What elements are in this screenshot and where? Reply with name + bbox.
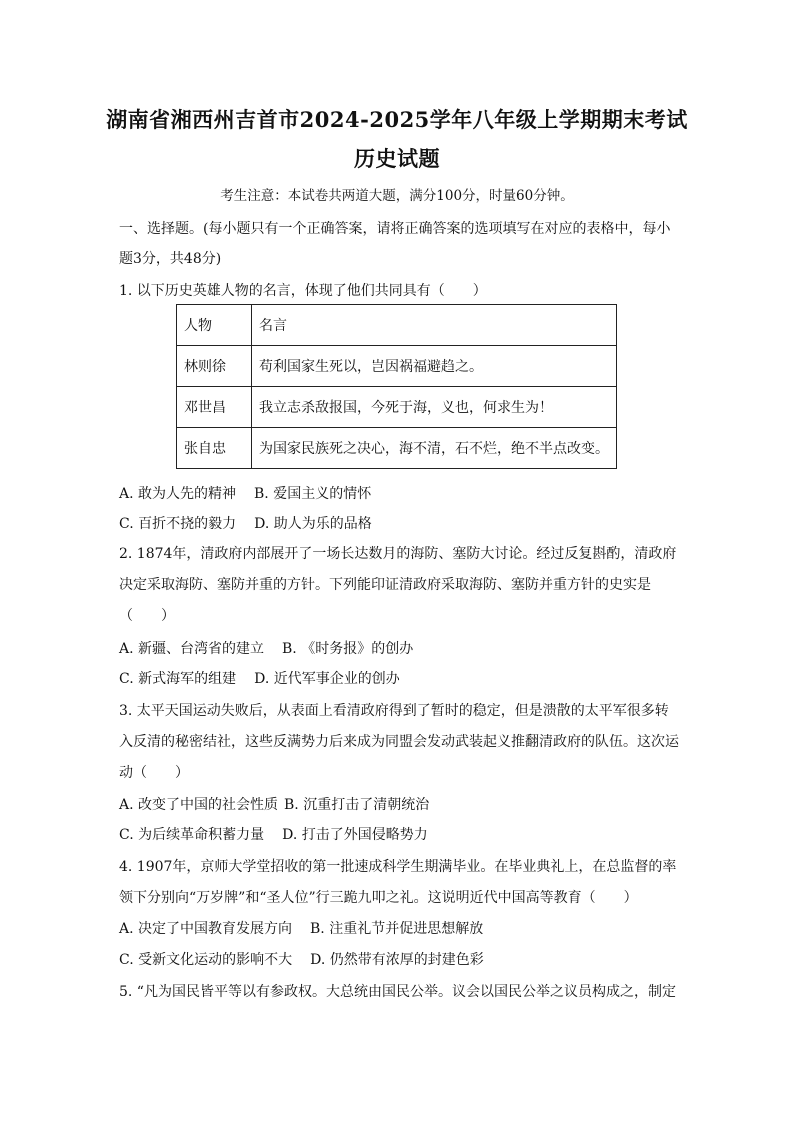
question-4-option-b: B. 注重礼节并促进思想解放 bbox=[310, 921, 484, 937]
table-header-cell: 人物 bbox=[177, 305, 252, 346]
table-cell: 我立志杀敌报国，今死于海，义也，何求生为！ bbox=[252, 387, 617, 428]
question-1-options-row1 bbox=[119, 483, 389, 503]
question-2-line3: （ ） bbox=[119, 608, 175, 624]
table-cell: 苟利国家生死以，岂因祸福避趋之。 bbox=[252, 346, 617, 387]
question-2-option-d: D. 近代军事企业的创办 bbox=[254, 671, 400, 687]
table-cell: 林则徐 bbox=[177, 346, 252, 387]
question-4-line2: 领下分别向“万岁牌”和“圣人位”行三跪九叩之礼。这说明近代中国高等教育（ ） bbox=[119, 890, 638, 906]
table-cell: 为国家民族死之决心，海不清，石不烂，绝不半点改变。 bbox=[252, 428, 617, 469]
question-3-line1: 3. 太平天国运动失败后，从表面上看清政府得到了暂时的稳定，但是溃散的太平军很多转 bbox=[119, 703, 669, 719]
table-header-cell: 名言 bbox=[252, 305, 617, 346]
question-1-option-c: C. 百折不挠的毅力 bbox=[119, 516, 237, 532]
question-2-options-row2 bbox=[119, 668, 418, 688]
question-2-option-c: C. 新式海军的组建 bbox=[119, 671, 237, 687]
table-row bbox=[177, 346, 617, 387]
table-row bbox=[177, 428, 617, 469]
section-instruction-line2: 题3分，共48分) bbox=[119, 251, 222, 267]
question-4-option-c: C. 受新文化运动的影响不大 bbox=[119, 952, 293, 968]
question-3-options-row1 bbox=[119, 794, 447, 814]
question-3-line3: 动（ ） bbox=[119, 765, 189, 781]
question-3-option-c: C. 为后续革命积蓄力量 bbox=[119, 827, 265, 843]
question-3-options-row2 bbox=[119, 824, 446, 844]
table-cell: 张自忠 bbox=[177, 428, 252, 469]
question-2-line1: 2. 1874年，清政府内部展开了一场长达数月的海防、塞防大讨论。经过反复斟酌，清政府 bbox=[119, 546, 677, 562]
question-4-options-row1 bbox=[119, 918, 501, 938]
candidate-notice: 考生注意：本试卷共两道大题，满分100分，时量60分钟。 bbox=[220, 188, 574, 204]
question-2-option-b: B. 《时务报》的创办 bbox=[282, 641, 414, 657]
exam-title: 湖南省湘西州吉首市2024-2025学年八年级上学期期末考试 bbox=[106, 107, 688, 132]
question-4-line1: 4. 1907年，京师大学堂招收的第一批速成科学生期满毕业。在毕业典礼上，在总监督的率 bbox=[119, 859, 677, 875]
question-5-line1: 5. “凡为国民皆平等以有参政权。大总统由国民公举。议会以国民公举之议员构成之，制定 bbox=[119, 984, 676, 1000]
section-instruction-line1: 一、选择题。(每小题只有一个正确答案，请将正确答案的选项填写在对应的表格中，每小 bbox=[119, 221, 671, 237]
question-2-options-row1 bbox=[119, 638, 431, 658]
question-3-option-d: D. 打击了外国侵略势力 bbox=[282, 827, 428, 843]
question-4-options-row2 bbox=[119, 949, 502, 969]
question-2-line2: 决定采取海防、塞防并重的方针。下列能印证清政府采取海防、塞防并重方针的史实是 bbox=[119, 577, 651, 593]
question-1-stem: 1. 以下历史英雄人物的名言，体现了他们共同具有（ ） bbox=[119, 283, 487, 299]
question-3-option-a: A. 改变了中国的社会性质 bbox=[119, 797, 279, 813]
exam-subtitle: 历史试题 bbox=[354, 146, 440, 171]
question-3-option-b: B. 沉重打击了清朝统治 bbox=[284, 797, 430, 813]
question-1-option-b: B. 爱国主义的情怀 bbox=[254, 486, 372, 502]
question-4-option-d: D. 仍然带有浓厚的封建色彩 bbox=[310, 952, 484, 968]
question-1-options-row2 bbox=[119, 513, 390, 533]
question-1-option-d: D. 助人为乐的品格 bbox=[254, 516, 372, 532]
question-1-table bbox=[176, 304, 617, 469]
question-2-option-a: A. 新疆、台湾省的建立 bbox=[119, 641, 265, 657]
table-cell: 邓世昌 bbox=[177, 387, 252, 428]
table-header-row bbox=[177, 305, 617, 346]
question-3-line2: 入反清的秘密结社，这些反满势力后来成为同盟会发动武装起义推翻清政府的队伍。这次运 bbox=[119, 734, 679, 750]
question-4-option-a: A. 决定了中国教育发展方向 bbox=[119, 921, 293, 937]
table-row bbox=[177, 387, 617, 428]
question-1-option-a: A. 敢为人先的精神 bbox=[119, 486, 237, 502]
